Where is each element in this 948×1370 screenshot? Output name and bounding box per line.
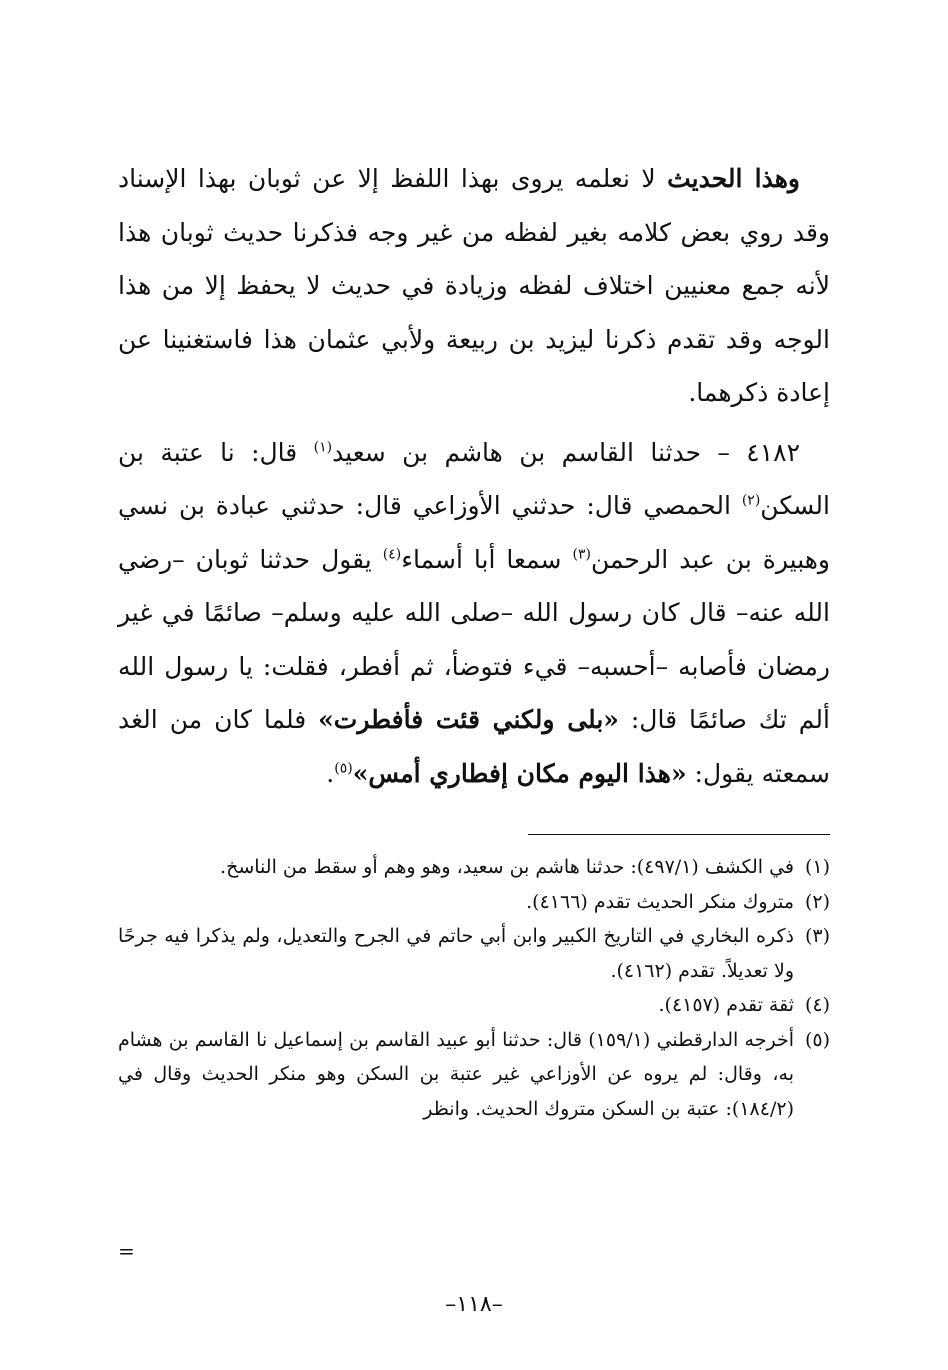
footnote-5: [118, 1023, 830, 1127]
hadith-number: ٤١٨٢: [746, 437, 800, 467]
footnote-ref-1: (١): [313, 439, 333, 456]
footnote-4: [118, 988, 830, 1023]
footnote-text: متروك منكر الحديث تقدم (٤١٦٦).: [526, 890, 794, 913]
footnote-number: (٤): [804, 994, 830, 1016]
hadith-text-part: يقول حدثنا ثوبان –رضي الله عنه– قال كان رسول الله –صلى الله عليه وسلم– صائمًا في غير رمضان فأصابه –أحسبه– قيء فتوضأ، ثم أفطر، فقلت: يا رسول الله ألم تك صائمًا قال:: [118, 544, 830, 734]
commentary-text: لا نعلمه يروى بهذا اللفظ إلا عن ثوبان بهذا الإسناد وقد روي بعض كلامه بغير لفظه من غير وجه فذكرنا حديث ثوبان هذا لأنه جمع معنيين اختلاف لفظه وزيادة في حديث لا يحفظ إلا من هذا الوجه وقد تقدم ذكرنا ليزيد بن ربيعة ولأبي عثمان هذا فاستغنينا عن إعادة ذكرهما.: [118, 164, 830, 407]
lead-phrase: وهذا الحديث: [667, 164, 800, 193]
footnote-ref-3: (٣): [572, 546, 591, 563]
hadith-end: .: [326, 758, 335, 788]
hadith-text-part: – حدثنا القاسم بن هاشم بن سعيد: [332, 437, 747, 467]
continuation-mark: =: [118, 1239, 135, 1263]
footnote-number: (٥): [804, 1028, 830, 1051]
footnote-ref-5: (٥): [334, 760, 353, 777]
hadith-text-part: فلما كان من الغد سمعته يقول:: [118, 705, 830, 788]
prophet-quote-1: «بلى ولكني قئت فأفطرت»: [318, 705, 619, 734]
footnotes-list: [118, 850, 830, 1126]
footnote-text: ذكره البخاري في التاريخ الكبير وابن أبي حاتم في الجرح والتعديل، ولم يذكرا فيه جرحًا ولا تعديلاً. تقدم (٤١٦٢).: [118, 925, 794, 982]
footnote-number: (٣): [804, 925, 830, 947]
footnote-text: ثقة تقدم (٤١٥٧).: [658, 994, 794, 1016]
page-number: –١١٨–: [445, 1292, 503, 1317]
footnote-2: [118, 885, 830, 920]
prophet-quote-2: «هذا اليوم مكان إفطاري أمس»: [352, 758, 687, 788]
footnote-ref-4: (٤): [382, 546, 402, 563]
hadith-paragraph: [118, 426, 830, 801]
footnote-number: (٢): [804, 890, 830, 913]
footnote-text: أخرجه الدارقطني (١٥٩/١) قال: حدثنا أبو عبيد القاسم بن إسماعيل نا القاسم بن هشام به، وقال: لم يروه عن الأوزاعي غير عتبة بن السكن وهو منكر الحديث وقال في (١٨٤/٢): عتبة بن السكن متروك الحديث. وانظر: [118, 1028, 794, 1120]
hadith-text-part: سمعا أبا أسماء: [401, 544, 573, 574]
hadith-text-part: قال: نا عتبة بن السكن: [118, 437, 830, 520]
hadith-text-part: الحمصي قال: حدثني الأوزاعي قال: حدثني عبادة بن نسي وهبيرة بن عبد الرحمن: [118, 491, 830, 574]
footnote-1: [118, 850, 830, 885]
footnote-number: (١): [804, 856, 830, 878]
footnote-separator: [528, 834, 830, 835]
footnote-3: [118, 919, 830, 988]
footnote-text: في الكشف (٤٩٧/١): حدثنا هاشم بن سعيد، وهو وهم أو سقط من الناسخ.: [220, 856, 794, 878]
main-text: [118, 152, 830, 800]
footnote-ref-2: (٢): [741, 492, 761, 509]
commentary-paragraph: [118, 152, 830, 420]
